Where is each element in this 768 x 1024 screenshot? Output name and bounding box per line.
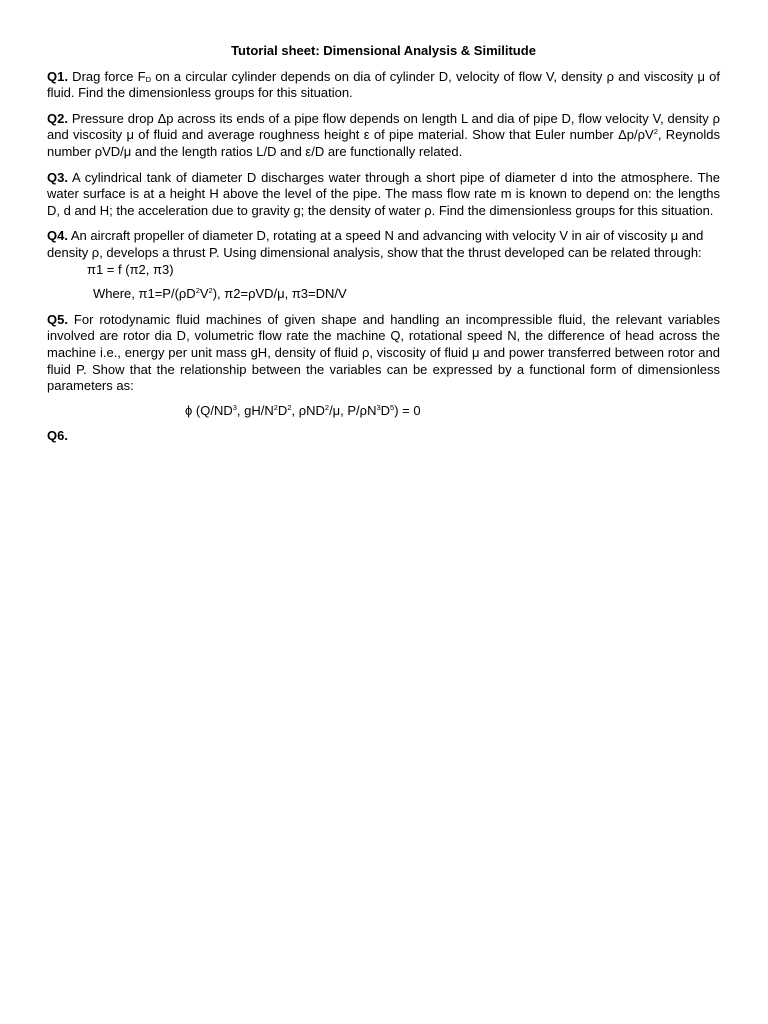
q5-eq-part-g: ) = 0 xyxy=(394,402,421,418)
question-1-label: Q1. xyxy=(47,68,68,84)
question-3-text: A cylindrical tank of diameter D discharges water through a short pipe of diameter d into the atmosphere. The water surface is at a height H above the level of the pipe. The mass flow rate m is known to depend on: the lengths D, d and H; the acceleration due to gravity g; the density of water ρ. Find the dimensionless groups for this situation. xyxy=(47,169,720,218)
q5-eq-part-e: /μ, P/ρN xyxy=(329,402,377,418)
q5-eq-part-d: , ρND xyxy=(291,402,325,418)
question-5-label: Q5. xyxy=(47,311,68,327)
q5-eq-sup-1: 3 xyxy=(232,402,237,412)
question-3-label: Q3. xyxy=(47,169,68,185)
q5-eq-sup-2: 2 xyxy=(273,402,278,412)
q5-eq-sup-6: 5 xyxy=(390,402,395,412)
q5-eq-sup-3: 2 xyxy=(287,402,292,412)
question-1-text-a: Drag force F xyxy=(67,68,146,84)
tutorial-sheet xyxy=(47,43,720,454)
question-2-text-b: , Reynolds number ρVD/μ and the length ratios L/D and ε/D are functionally related. xyxy=(47,127,720,159)
question-4-relation: π1 = f (π2, π3) xyxy=(87,261,174,277)
question-2-text-a: Pressure drop Δp across its ends of a pipe flow depends on length L and dia of pipe D, flow velocity V, density ρ and viscosity μ of fluid and average roughness height ε of pipe material. Show that Euler number Δp/ρV xyxy=(47,110,720,143)
question-4-label: Q4. xyxy=(47,228,68,244)
question-4 xyxy=(47,228,720,278)
where-eq-part-c: ), π2=ρVD/μ, π3=DN/V xyxy=(212,286,347,302)
question-1-text-b: on a circular cylinder depends on dia of cylinder D, velocity of flow V, density ρ and viscosity μ of fluid. Find the dimensionless groups for this situation. xyxy=(47,68,720,101)
where-eq-sup-1: 2 xyxy=(195,286,200,296)
question-4-text: An aircraft propeller of diameter D, rotating at a speed N and advancing with velocity V in air of viscosity μ and density ρ, develops a thrust P. Using dimensional analysis, show that the thrust developed can be related through: xyxy=(47,228,704,260)
question-1 xyxy=(47,69,720,102)
q5-eq-part-a: ϕ (Q/ND xyxy=(185,402,233,418)
question-5-equation xyxy=(47,403,720,420)
page-title: Tutorial sheet: Dimensional Analysis & Similitude xyxy=(231,43,536,58)
question-6 xyxy=(47,428,720,445)
q5-eq-sup-5: 3 xyxy=(376,402,381,412)
q5-eq-part-b: , gH/N xyxy=(236,402,274,418)
question-3 xyxy=(47,170,720,220)
q5-eq-part-f: D xyxy=(380,402,391,418)
question-4-where-equation xyxy=(47,286,720,303)
q5-eq-sup-4: 2 xyxy=(324,402,330,412)
where-eq-sup-2: 2 xyxy=(208,286,213,296)
where-eq-part-b: V xyxy=(199,286,209,302)
question-6-label: Q6. xyxy=(47,428,68,444)
question-2-label: Q2. xyxy=(47,110,68,126)
where-eq-part-a: Where, π1=P/(ρD xyxy=(93,286,196,302)
question-2 xyxy=(47,111,720,161)
q5-eq-part-c: D xyxy=(277,402,288,418)
question-1-subscript: D xyxy=(145,74,152,84)
question-5-text: For rotodynamic fluid machines of given shape and handling an incompressible fluid, the relevant variables involved are rotor dia D, volumetric flow rate the machine Q, rotational speed N, the difference of head across the machine i.e., energy per unit mass gH, density of fluid ρ, viscosity of fluid μ and power transferred between rotor and fluid P. Show that the relationship between the variables can be expressed by a functional form of dimensionless parameters as: xyxy=(47,311,720,394)
question-2-superscript: 2 xyxy=(653,127,658,137)
question-5 xyxy=(47,312,720,395)
